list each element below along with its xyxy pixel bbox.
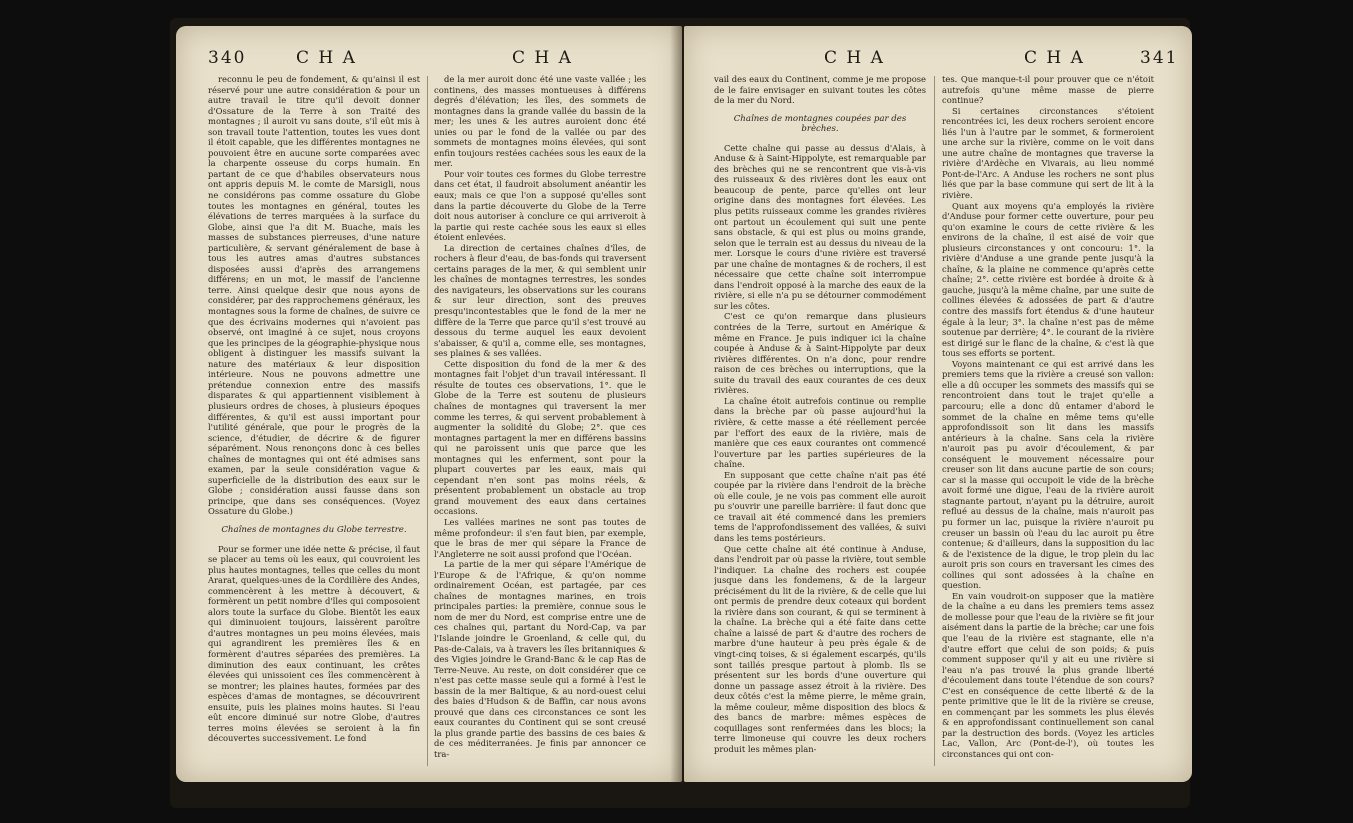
column-rule — [427, 76, 428, 766]
paragraph: En supposant que cette chaîne n'ait pas été coupée par la rivière dans l'endroit de la brèche où elle coule, je ne vois pas comment elle auroit pu s'ouvrir une pareille barrière: il faut donc que ce travail ait été commencé dans les premiers tems de l'approfondissement des vallées, & suivi dans les tems postérieurs. — [714, 469, 926, 543]
paragraph: vail des eaux du Continent, comme je me propose de le faire envisager en suivant toutes les côtes de la mer du Nord. — [714, 74, 926, 106]
section-heading: Chaînes de montagnes du Globe terrestre. — [221, 524, 407, 535]
paragraph: C'est ce qu'on remarque dans plusieurs contrées de la Terre, surtout en Amérique & même en France. Je puis indiquer ici la chaîne coupée à Anduse & à Saint-Hippolyte par deux rivières différentes. On n'a donc, pour rendre raison de ces brèches ou interruptions, que la suite du travail des eaux courantes de ces deux rivières. — [714, 311, 926, 396]
paragraph: Cette disposition du fond de la mer & des montagnes fait l'objet d'un travail intéressant. Il résulte de toutes ces observations, 1°. que le Globe de la Terre est soutenu de plusieurs chaînes de montagnes qui traversent la mer comme les terres, & qui servent probablement à augmenter la solidité du Globe; 2°. que ces montagnes partagent la mer en différens bassins qui ne paroissent unis que parce que les montagnes qui les enferment, sont pour la plupart couvertes par les eaux, mais qui cependant n'en sont pas moins réels, & présentent probablement un obstacle au trop grand mouvement des eaux dans certaines occasions. — [434, 358, 646, 517]
paragraph: de la mer auroit donc été une vaste vallée ; les continens, des masses montueuses à différens degrés d'élévation; les îles, des sommets de montagnes dans la grande vallée du bassin de la mer; les unes & les autres auroient donc été unies ou par le fond de la vallée ou par des sommets de montagnes moins élevées, qui sont enfin toujours restées cachées sous les eaux de la mer. — [434, 74, 646, 169]
paragraph: reconnu le peu de fondement, & qu'ainsi il est réservé pour une autre considération & pour un autre travail le titre qu'il devoit donner d'Ossature de la Terre à son Traité des montagnes ; il auroit vu sans doute, s'il eût mis à son travail toute l'attention, toutes les vues dont il étoit capable, que les différentes montagnes ne pouvoient être en aucune sorte comparées avec la charpente osseuse du corps humain. En partant de ce que d'habiles observateurs nous ont appris depuis M. le comte de Marsigli, nous ne considérons pas comme ossature du Globe toutes les montagnes en général, toutes les élévations de terres marquées à la surface du Globe, ainsi que l'a dit M. Buache, mais les masses de substances pierreuses, d'une nature particulière, & servant généralement de base à tous les autres amas d'autres substances disposées aussi d'après des arrangemens différens; en un mot, le massif de l'ancienne terre. Ainsi quelque desir que nous ayons de considérer, par des rapprochemens généraux, les montagnes sous la forme de chaînes, de suivre ce que des écrivains modernes qui n'avoient pas observé, ont imaginé à ce sujet, nous croyons que les principes de la géographie-physique nous obligent à distinguer les massifs suivant la nature des matériaux & leur disposition intérieure. Nous ne pouvons admettre une prétendue connexion entre des massifs disparates & qui appartiennent visiblement à plusieurs ordres de choses, à plusieurs époques différentes, & qu'il est aussi important pour l'utilité générale, que pour le progrès de la science, d'étudier, de décrire & de figurer séparément. Nous renonçons donc à ces belles chaînes de montagnes qui ont été admises sans examen, par la seule considération vague & superficielle de la distribution des eaux sur le Globe ; considération aussi fausse dans son principe, que dans ses conséquences. (Voyez Ossature du Globe.) — [208, 74, 420, 517]
running-head-right: C H A — [512, 48, 573, 68]
right-column-1 — [714, 74, 926, 774]
paragraph: Cette chaîne qui passe au dessus d'Alais, à Anduse & à Saint-Hippolyte, est remarquable par des brèches qui ne se rencontrent que vis-à-vis des ruisseaux & des rivières dont les eaux ont beaucoup de pente, parce qu'elles ont leur origine dans des montagnes fort élevées. Les plus petits ruisseaux comme les grandes rivières ont partout un écoulement qui suit une pente sans obstacle, & qui est plus ou moins grande, selon que le terrain est au dessus du niveau de la mer. Lorsque le cours d'une rivière est traversé par une chaîne de montagnes & de rochers, il est nécessaire que cette chaîne soit interrompue dans l'endroit opposé à la marche des eaux de la rivière, si elle n'a pu se détourner commodément sur les côtes. — [714, 142, 926, 311]
left-column-2 — [434, 74, 646, 774]
paragraph: tes. Que manque-t-il pour prouver que ce n'étoit autrefois qu'une même masse de pierre continue? — [942, 74, 1154, 106]
section-heading: Chaînes de montagnes coupées par des brèches. — [733, 113, 907, 135]
paragraph: Les vallées marines ne sont pas toutes de même profondeur: il s'en faut bien, par exemple, que le bras de mer qui sépare la France de l'Angleterre ne soit aussi profond que l'Océan. — [434, 516, 646, 559]
page-number: 340 — [208, 48, 247, 68]
paragraph: Voyons maintenant ce qui est arrivé dans les premiers tems que la rivière a creusé son vallon: elle a dû occuper les sommets des massifs qui se rencontroient dans tout le trajet qu'elle a parcouru; elle a donc dû entamer d'abord le sommet de la chaîne en même tems qu'elle approfondissoit son lit dans les massifs antérieurs à la chaîne. Sans cela la rivière n'auroit pas pu avoir d'écoulement, & par conséquent le mouvement nécessaire pour creuser son lit dans aucune partie de son cours; car si la masse qui occupoit le vide de la brèche avoit formé une digue, l'eau de la rivière auroit stagnante partout, n'ayant pu la détruire, auroit reflué au dessus de la chaîne, mais n'auroit pas pu former un lac, puisque la rivière n'auroit pu creuser un bassin où l'eau du lac auroit pu être contenue; & d'ailleurs, dans la supposition du lac & de l'existence de la digue, le trop plein du lac auroit pris son cours en traversant les cimes des collines qui sont adossées à la chaîne en question. — [942, 358, 1154, 591]
right-page — [684, 26, 1192, 782]
running-head-left: C H A — [824, 48, 885, 68]
paragraph: Pour se former une idée nette & précise, il faut se placer au tems où les eaux, qui couvroient les plus hautes montagnes, telles que celles du mont Ararat, quelques-unes de la Cordilière des Andes, commencèrent à les mettre à découvert, & formèrent un petit nombre d'îles qui composoient alors toute la surface du Globe. Bientôt les eaux qui diminuoient toujours, laissèrent paroître d'autres montagnes un peu moins élevées, mais qui agrandirent les premières îles & en formèrent d'autres séparées des premières. La diminution des eaux continuant, les crêtes élevées qui unissoient ces îles commencèrent à se montrer; les plaines hautes, formées par des espèces d'amas de montagnes, se découvrirent ensuite, puis les plaines moins hautes. Si l'eau eût encore diminué sur notre Globe, d'autres terres moins élevées se seroient à la fin découvertes successivement. Le fond — [208, 543, 420, 744]
left-page — [176, 26, 682, 782]
paragraph: Pour voir toutes ces formes du Globe terrestre dans cet état, il faudroit absolument anéantir les eaux; mais ce que l'on a supposé qu'elles sont dans la partie découverte du Globe de la Terre doit nous autoriser à conclure ce qui arriveroit à la partie qui reste cachée sous les eaux si elles étoient enlevées. — [434, 168, 646, 243]
running-head-right: C H A — [1024, 48, 1085, 68]
paragraph: Quant aux moyens qu'a employés la rivière d'Anduse pour former cette ouverture, pour peu qu'on examine le cours de cette rivière & les environs de la chaîne, il est aisé de voir que plusieurs circonstances y ont concouru: 1°. la rivière d'Anduse a une grande pente jusqu'à la chaîne, & la plaine ne commence qu'après cette chaîne; 2°. cette rivière est bordée à droite & à gauche, jusqu'à la même chaîne, par une suite de collines élevées & adossées de part & d'autre contre des massifs fort étendus & d'une hauteur égale à la leur; 3°. la chaîne n'est pas de même soutenue par derrière; 4°. le courant de la rivière est dirigé sur le flanc de la chaîne, & c'est là que tous ses efforts se portent. — [942, 200, 1154, 359]
running-head-left: C H A — [296, 48, 357, 68]
paragraph: La direction de certaines chaînes d'îles, de rochers à fleur d'eau, de bas-fonds qui traversent certains parages de la mer, & qui semblent unir les chaînes de montagnes terrestres, les sondes des navigateurs, les observations sur les courans & sur leur direction, sont des preuves presqu'incontestables que le fond de la mer ne diffère de la Terre que parce qu'il s'est trouvé au dessous du terme auquel les eaux devoient s'abaisser, & qu'il a, comme elle, ses montagnes, ses plaines & ses vallées. — [434, 242, 646, 359]
column-rule — [934, 76, 935, 766]
right-column-2 — [942, 74, 1154, 774]
paragraph: Si certaines circonstances s'étoient rencontrées ici, les deux rochers seroient encore liés l'un à l'autre par le sommet, & formeroient une arche sur la rivière, comme on le voit dans une autre chaîne de montagnes que traverse la rivière d'Ardèche en Vivarais, au lieu nommé Pont-de-l'Arc. A Anduse les rochers ne sont plus liés que par la base commune qui sert de lit à la rivière. — [942, 105, 1154, 201]
paragraph: La chaîne étoit autrefois continue ou remplie dans la brèche par où passe aujourd'hui la rivière, & cette masse a été réellement percée par l'effort des eaux de la rivière, mais de manière que ces eaux courantes ont commencé l'ouverture par les parties supérieures de la chaîne. — [714, 395, 926, 470]
left-column-1 — [208, 74, 420, 774]
page-number: 341 — [1140, 48, 1179, 68]
paragraph: Que cette chaîne ait été continue à Anduse, dans l'endroit par où passe la rivière, tout semble l'indiquer. La chaîne des rochers est coupée jusque dans les fondemens, & de la largeur précisément du lit de la rivière, & de celle que lui ont permis de prendre deux coteaux qui bordent la rivière dans son courant, & qui se terminent à la chaîne. La brèche qui a été faite dans cette chaîne a laissé de part & d'autre des rochers de marbre d'une hauteur à peu près égale & de vingt-cinq toises, & si également escarpés, qu'ils sont taillés presque partout à plomb. Ils se présentent sur les bords d'une ouverture qui donne un passage assez étroit à la rivière. Des deux côtés c'est la même pierre, le même grain, la même couleur, même disposition des blocs & des bancs de marbre: mêmes espèces de coquillages sont renfermées dans les blocs; la terre limoneuse qui couvre les deux rochers produit les mêmes plan- — [714, 543, 926, 754]
paragraph: La partie de la mer qui sépare l'Amérique de l'Europe & de l'Afrique, & qu'on nomme ordinairement Océan, est partagée, par ces chaînes de montagnes marines, en trois principales parties: la première, connue sous le nom de mer du Nord, est comprise entre une de ces chaînes qui, partant du Nord-Cap, va par l'Islande joindre le Groenland, & celle qui, du Pas-de-Calais, va à travers les îles britanniques & des Vigies joindre le Grand-Banc & le cap Ras de Terre-Neuve. Au reste, on doit considérer que ce n'est pas cette masse seule qui a formé à l'est le bassin de la mer Baltique, & au nord-ouest celui des baies d'Hudson & de Baffin, car nous avons prouvé que dans ces circonstances ce sont les eaux courantes du Continent qui se sont creusé la plus grande partie des bassins de ces baies & de ces méditerranées. Je finis par annoncer ce tra- — [434, 559, 646, 759]
paragraph: En vain voudroit-on supposer que la matière de la chaîne a eu dans les premiers tems assez de mollesse pour que l'eau de la rivière se fit jour aisément dans la partie de la brèche; car une fois que l'eau de la rivière est stagnante, elle n'a d'autre effort que celui de son poids; & puis comment supposer qu'il y ait eu une rivière si l'eau n'a pas trouvé la plus grande liberté d'écoulement dans toute l'étendue de son cours? C'est en conséquence de cette liberté & de la pente primitive que le lit de la rivière se creuse, en commençant par les sommets les plus élevés & en approfondissant continuellement son canal par la destruction des bords. (Voyez les articles Lac, Vallon, Arc (Pont-de-l'), où toutes les circonstances qui ont con- — [942, 590, 1154, 759]
